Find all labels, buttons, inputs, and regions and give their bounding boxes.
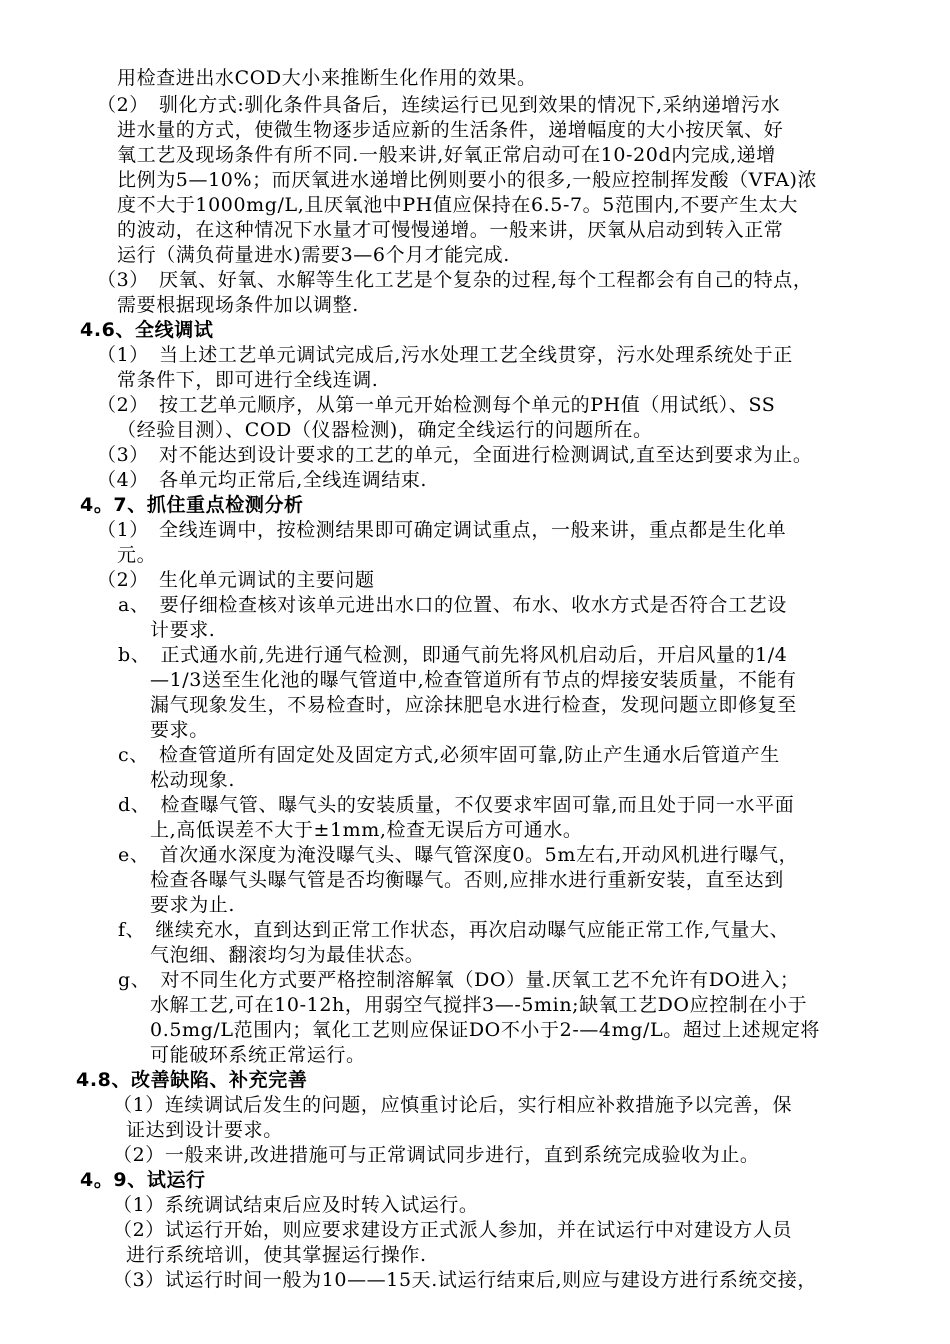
sub-item-text: c、 检查管道所有固定处及固定方式,必须牢固可靠,防止产生通水后管道产生 [118,744,780,766]
list-item-text: （1） 当上述工艺单元调试完成后,污水处理工艺全线贯穿，污水处理系统处于正 [97,344,793,366]
list-item-text: （3） 厌氧、好氧、水解等生化工艺是个复杂的过程,每个工程都会有自己的特点， [97,269,813,291]
list-item-text: （2） 驯化方式:驯化条件具备后，连续运行已见到效果的情况下,采纳递增污水 [97,94,781,116]
text-line: 要求为止. [150,894,236,916]
text-line: 气泡细、翻滚均匀为最佳状态。 [150,944,425,966]
sub-item-text: a、 要仔细检查核对该单元进出水口的位置、布水、收水方式是否符合工艺设 [118,594,787,616]
list-item-text: （1）连续调试后发生的问题，应慎重讨论后，实行相应补救措施予以完善，保 [113,1094,793,1116]
text-line: 0.5mg/L范围内；氧化工艺则应保证DO不小于2-—4mg/L。超过上述规定将 [150,1019,821,1041]
list-item-text: （3）试运行时间一般为10——15天.试运行结束后,则应与建设方进行系统交接， [113,1269,817,1291]
text-line: 氧工艺及现场条件有所不同.一般来讲,好氧正常启动可在10-20d内完成,递增 [117,144,776,166]
text-line: 证达到设计要求。 [126,1119,283,1141]
sub-item-text: g、 对不同生化方式要严格控制溶解氧（DO）量.厌氧工艺不允许有DO进入； [118,969,800,991]
text-line: 检查各曝气头曝气管是否均衡曝气。否则,应排水进行重新安装，直至达到 [150,869,784,891]
text-line: —1/3送至生化池的曝气管道中,检查管道所有节点的焊接安装质量，不能有 [150,669,797,691]
text-line: 漏气现象发生，不易检查时，应涂抹肥皂水进行检查，发现问题立即修复至 [150,694,797,716]
sub-item-text: b、 正式通水前,先进行通气检测，即通气前先将风机启动后，开启风量的1/4 [118,644,788,666]
section-heading: 4。7、抓住重点检测分析 [80,494,304,516]
text-line: （经验目测）、COD（仪器检测)，确定全线运行的问题所在。 [117,419,653,441]
list-item-text: （2） 按工艺单元顺序，从第一单元开始检测每个单元的PH值（用试纸）、SS [97,394,776,416]
section-heading: 4。9、试运行 [80,1169,206,1191]
text-line: 要求。 [150,719,209,741]
section-heading: 4.6、全线调试 [80,319,214,341]
list-item-text: （2）试运行开始，则应要求建设方正式派人参加，并在试运行中对建设方人员 [113,1219,793,1241]
list-item-text: （4） 各单元均正常后,全线连调结束. [97,469,428,491]
section-heading: 4.8、改善缺陷、补充完善 [76,1069,308,1091]
text-line: 松动现象. [150,769,236,791]
list-item-text: （1）系统调试结束后应及时转入试运行。 [113,1194,479,1216]
list-item-text: （2） 生化单元调试的主要问题 [97,569,375,591]
text-line: 进水量的方式，使微生物逐步适应新的生活条件，递增幅度的大小按厌氧、好 [117,119,784,141]
sub-item-text: e、 首次通水深度为淹没曝气头、曝气管深度0。5m左右,开动风机进行曝气， [118,844,799,866]
text-line: 比例为5—10%；而厌氧进水递增比例则要小的很多,一般应控制挥发酸（VFA)浓 [117,169,818,191]
text-line: 的波动，在这种情况下水量才可慢慢递增。一般来讲，厌氧从启动到转入正常 [117,219,784,241]
list-item-text: （2）一般来讲,改进措施可与正常调试同步进行，直到系统完成验收为止。 [113,1144,760,1166]
text-line: 上,高低误差不大于±1mm,检查无误后方可通水。 [150,819,583,841]
text-line: 需要根据现场条件加以调整. [117,294,359,316]
text-line: 可能破环系统正常运行。 [150,1044,366,1066]
text-line: 度不大于1000mg/L,且厌氧池中PH值应保持在6.5-7。5范围内,不要产生太大 [117,194,798,216]
text-line: 元。 [117,544,157,566]
list-item-text: （3） 对不能达到设计要求的工艺的单元，全面进行检测调试,直至达到要求为止。 [97,444,813,466]
sub-item-text: f、 继续充水，直到达到正常工作状态，再次启动曝气应能正常工作,气量大、 [118,919,790,941]
text-line: 水解工艺,可在10-12h，用弱空气搅拌3—-5min;缺氧工艺DO应控制在小于 [150,994,808,1016]
text-line: 用检查进出水COD大小来推断生化作用的效果。 [117,67,537,89]
text-line: 常条件下，即可进行全线连调. [117,369,379,391]
sub-item-text: d、 检查曝气管、曝气头的安装质量，不仅要求牢固可靠,而且处于同一水平面 [118,794,795,816]
text-line: 计要求. [150,619,216,641]
text-line: 运行（满负荷量进水)需要3—6个月才能完成. [117,244,510,266]
list-item-text: （1） 全线连调中，按检测结果即可确定调试重点，一般来讲，重点都是生化单 [97,519,787,541]
text-line: 进行系统培训，使其掌握运行操作. [126,1244,427,1266]
